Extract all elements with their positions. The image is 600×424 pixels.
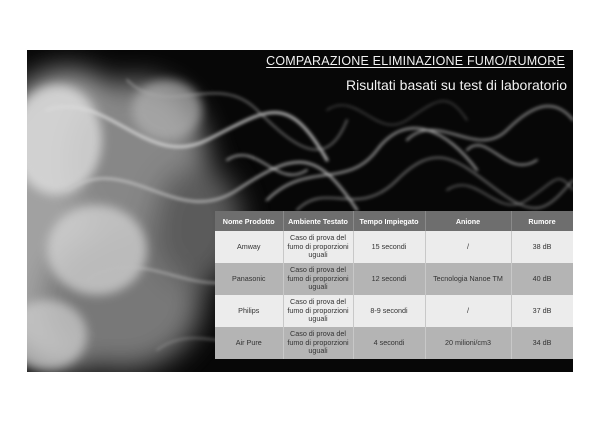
cell-noise: 34 dB	[511, 327, 573, 359]
cell-product: Philips	[215, 295, 283, 327]
slide	[27, 50, 573, 372]
cell-product: Panasonic	[215, 263, 283, 295]
cell-anion: /	[425, 295, 511, 327]
table-header-row	[215, 211, 573, 231]
cell-environment: Caso di prova del fumo di proporzioni uguali	[283, 327, 353, 359]
header-rumore: Rumore	[511, 211, 573, 231]
header-ambiente-testato: Ambiente Testato	[283, 211, 353, 231]
table-row	[215, 327, 573, 359]
page-subtitle: Risultati basati su test di laboratorio	[346, 77, 567, 93]
cell-anion: 20 milioni/cm3	[425, 327, 511, 359]
cell-noise: 40 dB	[511, 263, 573, 295]
page-title: COMPARAZIONE ELIMINAZIONE FUMO/RUMORE	[266, 54, 565, 68]
cell-time: 15 secondi	[353, 231, 425, 263]
cell-time: 12 secondi	[353, 263, 425, 295]
cell-time: 8-9 secondi	[353, 295, 425, 327]
cell-time: 4 secondi	[353, 327, 425, 359]
cell-environment: Caso di prova del fumo di proporzioni uguali	[283, 263, 353, 295]
cell-environment: Caso di prova del fumo di proporzioni uguali	[283, 231, 353, 263]
table-row	[215, 295, 573, 327]
comparison-table	[215, 211, 573, 359]
cell-anion: Tecnologia Nanoe TM	[425, 263, 511, 295]
cell-noise: 38 dB	[511, 231, 573, 263]
cell-anion: /	[425, 231, 511, 263]
cell-noise: 37 dB	[511, 295, 573, 327]
cell-product: Air Pure	[215, 327, 283, 359]
header-tempo-impiegato: Tempo Impiegato	[353, 211, 425, 231]
cell-product: Amway	[215, 231, 283, 263]
header-anione: Anione	[425, 211, 511, 231]
cell-environment: Caso di prova del fumo di proporzioni uguali	[283, 295, 353, 327]
table-row	[215, 231, 573, 263]
header-nome-prodotto: Nome Prodotto	[215, 211, 283, 231]
table-row	[215, 263, 573, 295]
